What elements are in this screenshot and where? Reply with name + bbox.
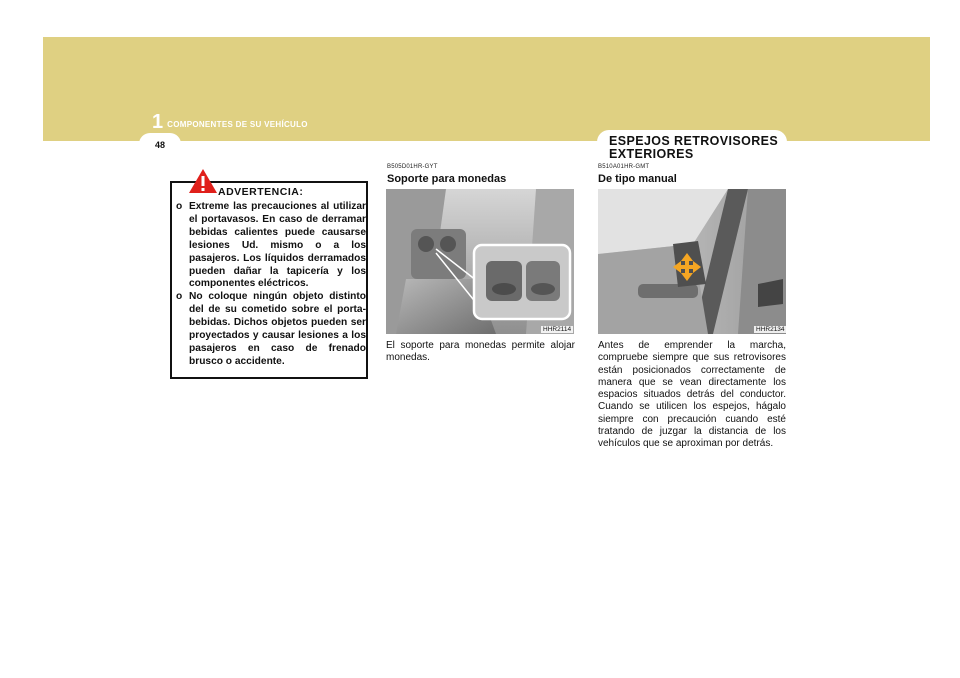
coin-holder-heading: Soporte para monedas xyxy=(387,173,507,185)
page-number: 48 xyxy=(154,140,165,150)
chapter-number: 1 xyxy=(152,111,164,133)
section-title: ESPEJOS RETROVISORES EXTERIORES xyxy=(609,134,779,161)
console-illustration xyxy=(386,189,574,334)
warning-item-text: No coloque ningún objeto distinto del de su cometido sobre el porta-bebidas. Dichos objetos pueden ser proyectados y causar lesiones a los pasajeros en caso de frenado brusco o accidente. xyxy=(189,291,366,367)
warning-item xyxy=(176,201,366,291)
chapter-title: COMPONENTES DE SU VEHÍCULO xyxy=(167,120,308,129)
chapter-header xyxy=(152,108,308,132)
warning-item-text: Extreme las precauciones al utilizar el portavasos. En caso de derramar bebidas calientes puede causarse lesiones Ud. mismo o a los pasajeros. Los líquidos derramados pueden dañar la tapicería y los componentes eléctricos. xyxy=(189,201,366,290)
coin-holder-photo xyxy=(386,189,574,334)
warning-title: ADVERTENCIA: xyxy=(218,186,304,198)
page-number-tab xyxy=(139,133,181,155)
bullet-marker: o xyxy=(176,291,183,303)
manual-mirror-photo-code: HHR2134 xyxy=(756,326,785,333)
manual-mirror-heading: De tipo manual xyxy=(598,173,677,185)
coin-holder-body: El soporte para monedas permite alojar monedas. xyxy=(386,340,575,364)
manual-mirror-body: Antes de emprender la marcha, compruebe siempre que sus retrovisores están posicionados correctamente de manera que se vean directamente los espacios situados detrás del conductor. Cuando se utilicen los espejos, hágalo siempre con precaución cuando esté tratando de juzgar la distancia de los vehículos que se aproximan por detrás. xyxy=(598,340,786,450)
warning-item xyxy=(176,291,366,368)
bullet-marker: o xyxy=(176,201,183,212)
manual-mirror-photo xyxy=(598,189,786,334)
warning-list xyxy=(176,201,366,369)
coin-holder-photo-code: HHR2114 xyxy=(543,326,572,333)
door-mirror-illustration xyxy=(598,189,786,334)
coin-holder-ref-code: B505D01HR-GYT xyxy=(387,164,438,170)
manual-mirror-ref-code: B510A01HR-GMT xyxy=(598,164,650,170)
section-title-tab xyxy=(597,130,787,164)
exclamation-icon xyxy=(188,168,218,194)
